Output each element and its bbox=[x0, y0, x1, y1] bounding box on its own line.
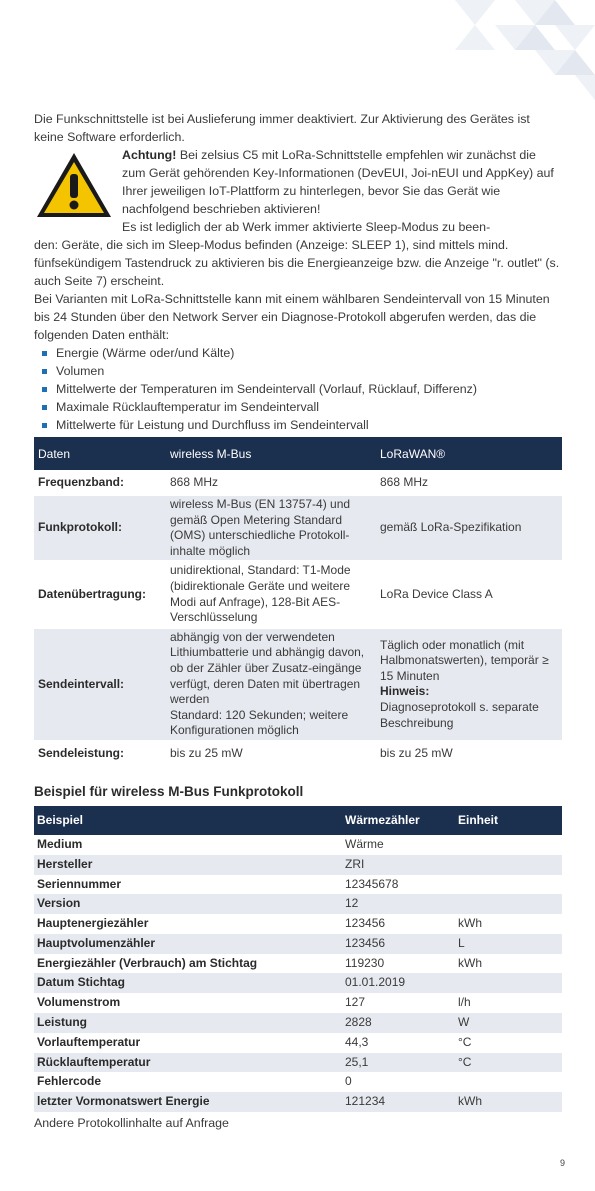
sleep-mode-intro: Es ist lediglich der ab Werk immer aktivierte Sleep-Modus zu been- bbox=[122, 220, 491, 234]
column-header: wireless M-Bus bbox=[166, 437, 376, 471]
column-header: LoRaWAN® bbox=[376, 437, 562, 471]
row-label: Hauptvolumenzähler bbox=[34, 934, 342, 954]
row-label: Leistung bbox=[34, 1013, 342, 1033]
warning-body: Bei zelsius C5 mit LoRa-Schnittstelle empfehlen wir zunächst die zum Gerät gehörenden Key-Informationen (DevEUI, Joi-nEUI und AppKey) auf Ihrer jeweiligen IoT-Plattform zu hinterlegen, bevor Sie das Gerät wie nachfolgend beschrieben aktivieren! bbox=[122, 148, 554, 216]
diagnostic-list bbox=[34, 344, 562, 434]
warning-block bbox=[34, 146, 562, 290]
cell-text: Diagnoseprotokoll s. separate Beschreibung bbox=[380, 699, 539, 730]
table-cell bbox=[455, 894, 562, 914]
table-row bbox=[34, 954, 562, 974]
row-label: Frequenzband: bbox=[34, 471, 166, 495]
row-label: Hersteller bbox=[34, 855, 342, 875]
table-cell: l/h bbox=[458, 995, 471, 1010]
table-header-row bbox=[34, 806, 562, 835]
sleep-mode-text: den: Geräte, die sich im Sleep-Modus befinden (Anzeige: SLEEP 1), sind mittels mind. fünfsekündigem Tastendruck zu aktivieren bis die Energieanzeige bzw. die Anzeige "r. outlet" (s. auch Seite 7) erscheint. bbox=[34, 238, 560, 288]
table-cell: 12345678 bbox=[345, 876, 399, 891]
table-cell bbox=[376, 628, 562, 741]
column-header: Einheit bbox=[455, 806, 562, 835]
table-cell bbox=[455, 875, 562, 895]
table-cell: wireless M-Bus (EN 13757-4) und gemäß Open Metering Standard (OMS) unterschiedliche Protokoll-inhalte möglich bbox=[166, 495, 376, 561]
table-cell: 119230 bbox=[345, 955, 385, 970]
hint-label: Hinweis: bbox=[380, 684, 430, 699]
table-cell: 44,3 bbox=[345, 1034, 369, 1049]
example-protocol-table bbox=[34, 806, 562, 1112]
table-row bbox=[34, 934, 562, 954]
column-header: Beispiel bbox=[34, 806, 342, 835]
row-label: Rücklauftemperatur bbox=[34, 1053, 342, 1073]
page-number: 9 bbox=[560, 1158, 566, 1168]
table-row bbox=[34, 1053, 562, 1073]
intro-paragraph: Die Funkschnittstelle ist bei Auslieferung immer deaktiviert. Zur Aktivierung des Gerätes ist keine Software erforderlich. bbox=[34, 112, 530, 144]
table-row bbox=[34, 993, 562, 1013]
table-cell: 12 bbox=[342, 894, 455, 914]
table-cell: °C bbox=[458, 1034, 472, 1049]
table-cell: unidirektional, Standard: T1-Mode (bidirektionale Geräte und weitere Modi auf Anfrage), 128-Bit AES-Verschlüsselung bbox=[166, 561, 376, 627]
row-label: Version bbox=[34, 894, 342, 914]
table-row bbox=[34, 561, 562, 627]
cell-text: abhängig von der verwendeten Lithiumbatterie und abhängig davon, ob der Zähler über Zusatz-eingänge verfügt, deren Daten mit übertragen werden bbox=[170, 629, 365, 707]
row-label: Hauptenergiezähler bbox=[37, 916, 149, 931]
row-label: Datum Stichtag bbox=[34, 973, 342, 993]
example-heading: Beispiel für wireless M-Bus Funkprotokoll bbox=[34, 783, 304, 799]
table-cell: 01.01.2019 bbox=[342, 973, 455, 993]
table-row bbox=[34, 1033, 562, 1053]
row-label: Medium bbox=[37, 836, 83, 851]
list-item: Volumen bbox=[40, 362, 562, 380]
table-row bbox=[34, 835, 562, 855]
row-label: Fehlercode bbox=[37, 1074, 102, 1089]
table-row bbox=[34, 914, 562, 934]
table-row bbox=[34, 471, 562, 495]
list-item: Mittelwerte der Temperaturen im Sendeintervall (Vorlauf, Rücklauf, Differenz) bbox=[40, 380, 562, 398]
table-row bbox=[34, 894, 562, 914]
table-cell: W bbox=[455, 1013, 562, 1033]
table-row bbox=[34, 628, 562, 741]
table-cell: gemäß LoRa-Spezifikation bbox=[376, 495, 562, 561]
table-cell: Wärme bbox=[345, 836, 384, 851]
table-cell: 868 MHz bbox=[166, 471, 376, 495]
list-item: Mittelwerte für Leistung und Durchfluss im Sendeintervall bbox=[40, 416, 562, 434]
table-row bbox=[34, 855, 562, 875]
row-label: Sendeintervall: bbox=[34, 628, 166, 741]
table-row bbox=[34, 495, 562, 561]
cell-text: Täglich oder monatlich (mit Halbmonatswerten), temporär ≥ 15 Minuten bbox=[380, 637, 549, 683]
table-cell: 127 bbox=[345, 995, 366, 1010]
cell-text: Standard: 120 Sekunden; weitere Konfigurationen möglich bbox=[170, 707, 349, 738]
row-label: Sendeleistung: bbox=[34, 741, 166, 765]
row-label: Energiezähler (Verbrauch) am Stichtag bbox=[37, 955, 258, 970]
page-content bbox=[34, 110, 562, 1132]
table-cell: 25,1 bbox=[342, 1053, 455, 1073]
table-cell: 2828 bbox=[342, 1013, 455, 1033]
table-cell: L bbox=[455, 934, 562, 954]
warning-label: Achtung! bbox=[122, 148, 177, 162]
table-cell: LoRa Device Class A bbox=[376, 561, 562, 627]
table-cell: 868 MHz bbox=[376, 471, 562, 495]
table-cell: bis zu 25 mW bbox=[166, 741, 376, 765]
table-cell bbox=[166, 628, 376, 741]
lora-paragraph: Bei Varianten mit LoRa-Schnittstelle kann mit einem wählbaren Sendeintervall von 15 Minuten bis 24 Stunden über den Network Server ein Diagnose-Protokoll abgerufen werden, das die folgenden Daten enthält: bbox=[34, 292, 550, 342]
table-row bbox=[34, 973, 562, 993]
decorative-triangle-pattern bbox=[395, 0, 595, 110]
table-cell: 123456 bbox=[345, 916, 386, 931]
row-label: letzter Vormonatswert Energie bbox=[34, 1092, 342, 1112]
table-header-row bbox=[34, 437, 562, 471]
table-cell bbox=[455, 1072, 562, 1092]
row-label: Seriennummer bbox=[37, 876, 122, 891]
table-cell: ZRI bbox=[342, 855, 455, 875]
table-cell: kWh bbox=[458, 955, 482, 970]
table-cell: bis zu 25 mW bbox=[376, 741, 562, 765]
list-item: Maximale Rücklauftemperatur im Sendeintervall bbox=[40, 398, 562, 416]
row-label: Datenübertragung: bbox=[34, 561, 166, 627]
table-row bbox=[34, 1092, 562, 1112]
table-cell bbox=[455, 855, 562, 875]
radio-spec-table bbox=[34, 437, 562, 765]
table-row bbox=[34, 875, 562, 895]
table-cell bbox=[455, 973, 562, 993]
table-row bbox=[34, 741, 562, 765]
footnote: Andere Protokollinhalte auf Anfrage bbox=[34, 1116, 229, 1131]
row-label: Vorlauftemperatur bbox=[37, 1034, 141, 1049]
row-label: Volumenstrom bbox=[37, 995, 121, 1010]
table-cell: kWh bbox=[458, 916, 482, 931]
table-cell: °C bbox=[455, 1053, 562, 1073]
table-cell: 0 bbox=[345, 1074, 352, 1089]
table-cell: 123456 bbox=[342, 934, 455, 954]
column-header: Wärmezähler bbox=[342, 806, 455, 835]
table-row bbox=[34, 1013, 562, 1033]
row-label: Funkprotokoll: bbox=[34, 495, 166, 561]
table-row bbox=[34, 1072, 562, 1092]
list-item: Energie (Wärme oder/und Kälte) bbox=[40, 344, 562, 362]
table-cell: kWh bbox=[455, 1092, 562, 1112]
table-cell: 121234 bbox=[342, 1092, 455, 1112]
warning-triangle-icon bbox=[34, 150, 114, 220]
table-cell bbox=[455, 835, 562, 855]
column-header: Daten bbox=[34, 437, 166, 471]
